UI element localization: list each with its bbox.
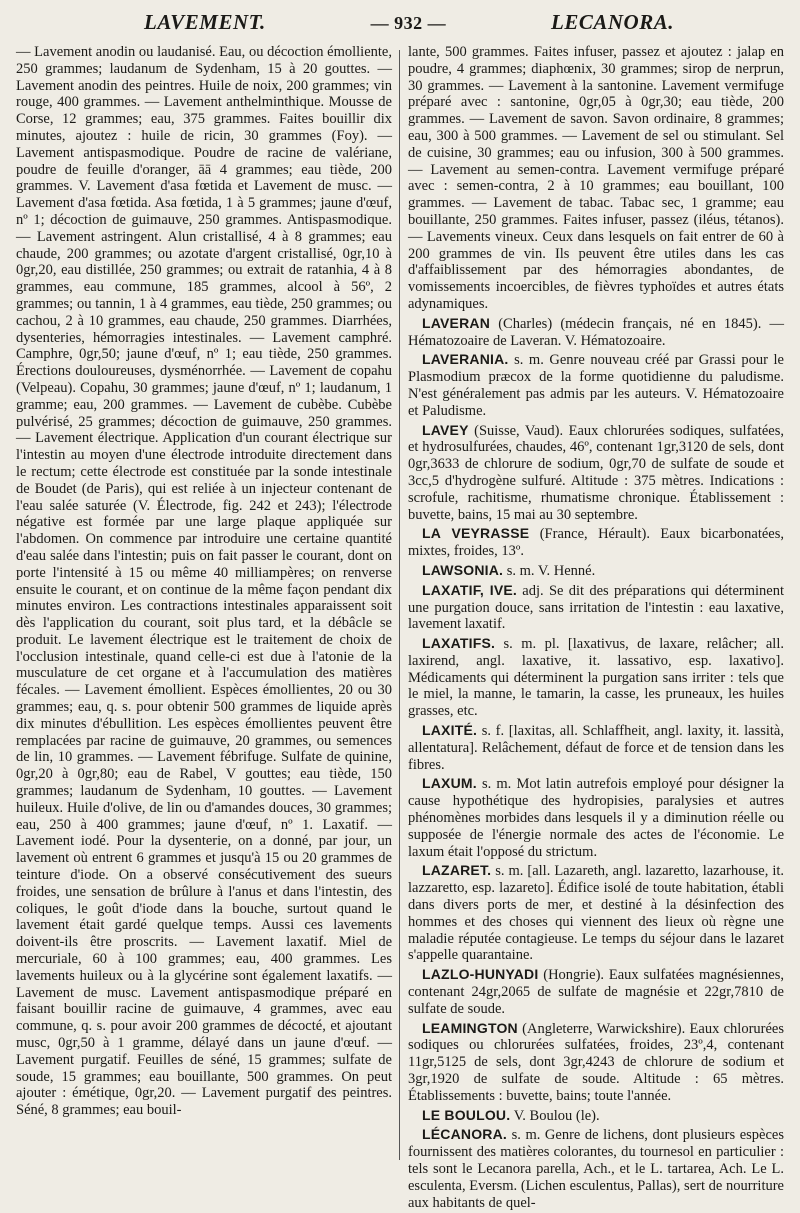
headword: LE BOULOU. — [422, 1106, 511, 1123]
definition: s. m. V. Henné. — [503, 562, 596, 579]
headword: LAXATIFS. — [422, 635, 496, 652]
headword: LAVEY — [422, 421, 469, 438]
text-columns — [16, 44, 784, 1213]
headword: LAVERAN — [422, 314, 491, 331]
headword: LAZLO-HUNYADI — [422, 966, 539, 983]
definition: adj. Se dit des préparations qui déterminent une purgation douce, sans irritation de l'intestin : eau laxative, lavement laxatif. — [408, 582, 784, 633]
lavement-entry-continuation-right: lante, 500 grammes. Faites infuser, passez et ajoutez : jalap en poudre, 4 grammes; diaphœnix, 30 grammes; sirop de nerprun, 30 grammes. — Lavement à la santonine. Lavement vermifuge préparé avec : santonine, 0gr,05 à 0gr,30; eau tiède, 200 grammes. — Lavement de savon. Savon ordinaire, 8 grammes; eau, 300 à 500 grammes. — Lavement de sel ou stimulant. Sel de cuisine, 30 grammes; eau ou infusion, 300 à 500 grammes. — Lavement au semen-contra. Lavement vermifuge préparé avec : semen-contra, 2 à 10 grammes; eau bouillant, 100 grammes. — Lavement de tabac. Tabac sec, 1 gramme; eau bouillante, 250 grammes. Faites infuser, passez (iléus, tétanos). — Lavements vineux. Ceux dans lesquels on fait entrer de 60 à 200 grammes de vin. Ils peuvent être utiles dans les cas d'affaiblissement par des hémorragies abondantes, de vomissements incoercibles, de fièvres typhoïdes et autres états adynamiques. — [408, 44, 784, 312]
column-divider — [399, 50, 400, 1160]
headword: LAVERANIA. — [422, 351, 509, 368]
headword: LAXATIF, IVE. — [422, 581, 518, 598]
entry-laveran — [408, 315, 784, 350]
page-number: — 932 — — [370, 13, 447, 33]
entry-le-boulou — [408, 1107, 784, 1125]
headword: LAXUM. — [422, 775, 477, 792]
definition: s. m. [all. Lazareth, angl. lazaretto, lazarhouse, it. lazzaretto, esp. lazareto]. Édifice isolé de toute habitation, établi dans divers ports de mer, et destiné à la désinfection des hommes et des choses qui viennent des lieux où règne une maladie réputée contagieuse. Le temps du séjour dans le lazaret s'appelle quarantaine. — [408, 863, 784, 964]
definition: s. m. pl. [laxativus, de laxare, relâcher; all. laxirend, angl. laxative, it. lassativo, esp. laxativo]. Médicaments qui déterminent la purgation sans irriter : tels que le miel, la manne, le tamarin, la casse, les pruneaux, les huiles grasses, etc. — [408, 636, 784, 720]
definition: (Angleterre, Warwickshire). Eaux chlorurées sodiques ou chlorurées sulfatées, froides, 23º,4, contenant 11gr,5125 de sels, dont 3gr,4243 de chlorure de sodium et 3gr,1920 de sulfate de soude. Altitude : 65 mètres. Établissements : buvette, bains; toute l'année. — [408, 1020, 784, 1104]
headword: LAWSONIA. — [422, 561, 504, 578]
entry-lawsonia — [408, 562, 784, 580]
definition: (Hongrie). Eaux sulfatées magnésiennes, contenant 24gr,2065 de sulfate de magnésie et 22gr,7810 de sulfate de soude. — [408, 967, 784, 1017]
entry-laverania — [408, 351, 784, 419]
headword: LEAMINGTON — [422, 1019, 518, 1036]
entry-laxatifs — [408, 635, 784, 720]
entry-laxum — [408, 775, 784, 860]
headword: LAXITÉ. — [422, 722, 478, 739]
right-column — [408, 44, 784, 1213]
definition: s. m. Genre nouveau créé par Grassi pour le Plasmodium præcox de la forme quotidienne du paludisme. N'est généralement pas admis par les auteurs. V. Hématozoaire et Paludisme. — [408, 352, 784, 419]
definition: (Charles) (médecin français, né en 1845). — Hématozoaire de Laveran. V. Hématozoaire. — [408, 315, 784, 349]
definition: s. m. Genre de lichens, dont plusieurs espèces fournissent des matières colorantes, du tournesol en particulier : tels sont le Lecanora parella, Ach., et le L. tartarea, Ach. Le L. esculenta, Eversm. (Lichen esculentus, Pallas), sert de nourriture aux habitants de quel- — [408, 1127, 784, 1211]
header-left-term: LAVEMENT. — [144, 10, 266, 34]
entry-laxite — [408, 722, 784, 773]
definition: (Suisse, Vaud). Eaux chlorurées sodiques, sulfatées, et hydrosulfurées, chaudes, 46º, contenant 1gr,3120 de sels, dont 0gr,3633 de chlorure de sodium, 0gr,70 de sulfate de soude et 3cc,5 d'hydrogène sulfuré. Altitude : 375 mètres. Indications : scrofule, rachitisme, rhumatisme chronique. Établissement : buvette, bains, 15 mai au 30 septembre. — [408, 422, 784, 523]
entry-lecanora — [408, 1126, 784, 1211]
entry-leamington — [408, 1020, 784, 1105]
entry-la-veyrasse — [408, 525, 784, 560]
definition: V. Boulou (le). — [510, 1107, 600, 1124]
definition: (France, Hérault). Eaux bicarbonatées, mixtes, froides, 13º. — [408, 526, 784, 560]
entry-laxatif — [408, 582, 784, 633]
headword: LA VEYRASSE — [422, 525, 530, 542]
definition: s. f. [laxitas, all. Schlaffheit, angl. laxity, it. lassità, allentatura]. Relâchement, défaut de force et de tension dans les fibres. — [408, 723, 784, 773]
headword: LAZARET. — [422, 862, 492, 879]
entry-lazlo-hunyadi — [408, 966, 784, 1017]
header-right-term: LECANORA. — [551, 10, 674, 34]
left-column — [16, 44, 392, 1213]
lavement-entry-continuation: — Lavement anodin ou laudanisé. Eau, ou décoction émolliente, 250 grammes; laudanum de Sydenham, 15 à 20 gouttes. — Lavement anodin des peintres. Huile de noix, 200 grammes; vin rouge, 400 grammes. — Lavement anthelminthique. Mousse de Corse, 12 grammes; eau, 375 grammes. Faites bouillir dix minutes, ajoutez : huile de ricin, 30 grammes (Foy). — Lavement antispasmodique. Poudre de racine de valériane, poudre de feuille d'oranger, āā 4 grammes; eau tiède, 200 grammes. V. Lavement d'asa fœtida et Lavement de musc. — Lavement d'asa fœtida. Asa fœtida, 1 à 5 grammes; jaune d'œuf, nº 1; décoction de guimauve, 250 grammes. Antispasmodique. — Lavement astringent. Alun cristallisé, 4 à 8 grammes; eau chaude, 200 grammes; ou azotate d'argent cristallisé, 0gr,10 à 0gr,20, eau distillée, 250 grammes; ou extrait de ratanhia, 4 à 8 grammes, eau commune, 185 grammes, alcool à 56º, 2 grammes; ou tannin, 1 à 4 grammes, eau tiède, 250 grammes; ou cachou, 2 à 10 grammes, eau chaude, 250 grammes. Diarrhées, dysenteries, hémorragies intestinales. — Lavement camphré. Camphre, 0gr,50; jaune d'œuf, nº 1; eau tiède, 250 grammes. Érections douloureuses, dysménorrhée. — Lavement de copahu (Velpeau). Copahu, 30 grammes; jaune d'œuf, nº 1; laudanum, 1 gramme; eau, 200 grammes. — Lavement de cubèbe. Cubèbe pulvérisé, 25 grammes; décoction de guimauve, 250 grammes. — Lavement électrique. Application d'un courant électrique sur l'intestin au moyen d'une électrode introduite directement dans le rectum; cette électrode est constituée par la sonde intestinale de Boudet (de Paris), qui est reliée à un injecteur contenant de l'eau salée saturée (V. Électrode, fig. 242 et 243); l'électrode négative est formée par une large plaque appliquée sur l'abdomen. On commence par introduire une certaine quantité d'eau salée dans l'intestin; puis on fait passer le courant, dont on porte l'intensité à 15 ou même 40 milliampères; on renverse ensuite le courant, et on continue de la même façon pendant dix minutes environ. Les contractions intestinales apparaissent soit dès l'application du courant, soit plus tard, et la débâcle se produit. Le lavement électrique est le traitement de choix de l'occlusion intestinale, quand celle-ci est due à l'atonie de la musculature de cet organe et à l'accumulation des matières fécales. — Lavement émollient. Espèces émollientes, 20 ou 30 grammes; eau, q. s. pour obtenir 500 grammes de liquide après dix minutes d'ébullition. Les espèces émollientes peuvent être remplacées par racine de guimauve, 20 grammes, ou semences de lin, 10 grammes. — Lavement fébrifuge. Sulfate de quinine, 0gr,20 à 0gr,80; eau de Rabel, V gouttes; eau tiède, 150 grammes; laudanum de Sydenham, 10 gouttes. — Lavement huileux. Huile d'olive, de lin ou d'amandes douces, 30 grammes; eau, 250 à 400 grammes; jaune d'œuf, nº 1. Laxatif. — Lavement iodé. Pour la dysenterie, on a donné, par jour, un lavement où entrent 6 grammes et jusqu'à 15 ou 20 grammes de teinture d'iode. On a observé consécutivement des sueurs froides, une sensation de brûlure à l'anus et dans l'intestin, des coliques, le goût d'iode dans la bouche, surtout quand le lavement était gardé quelque temps. Aussi ces lavements doivent-ils être proscrits. — Lavement laxatif. Miel de mercuriale, 60 à 100 grammes; eau, 400 grammes. Les lavements huileux ou à la glycérine sont également laxatifs. — Lavement de musc. Lavement antispasmodique préparé en faisant bouillir racine de guimauve, 4 grammes, avec eau commune, q. s. pour avoir 200 grammes de décocté, et ajoutant musc, 0gr,50 à 1 gramme, délayé dans un jaune d'œuf. — Lavement purgatif. Feuilles de séné, 15 grammes; sulfate de soude, 15 grammes; eau bouillante, 500 grammes. On peut ajouter : émétique, 0gr,20. — Lavement purgatif des peintres. Séné, 8 grammes; eau bouil- — [16, 44, 392, 1119]
entry-lavey — [408, 422, 784, 524]
entry-lazaret — [408, 862, 784, 964]
definition: s. m. Mot latin autrefois employé pour désigner la cause hypothétique des hydropisies, paralysies et autres phénomènes morbides dans lesquels il y a diminution réelle ou supposée de l'énergie normale des actes de l'économie. Le laxum était l'opposé du strictum. — [408, 776, 784, 860]
running-header — [16, 10, 784, 40]
headword: LÉCANORA. — [422, 1126, 508, 1143]
